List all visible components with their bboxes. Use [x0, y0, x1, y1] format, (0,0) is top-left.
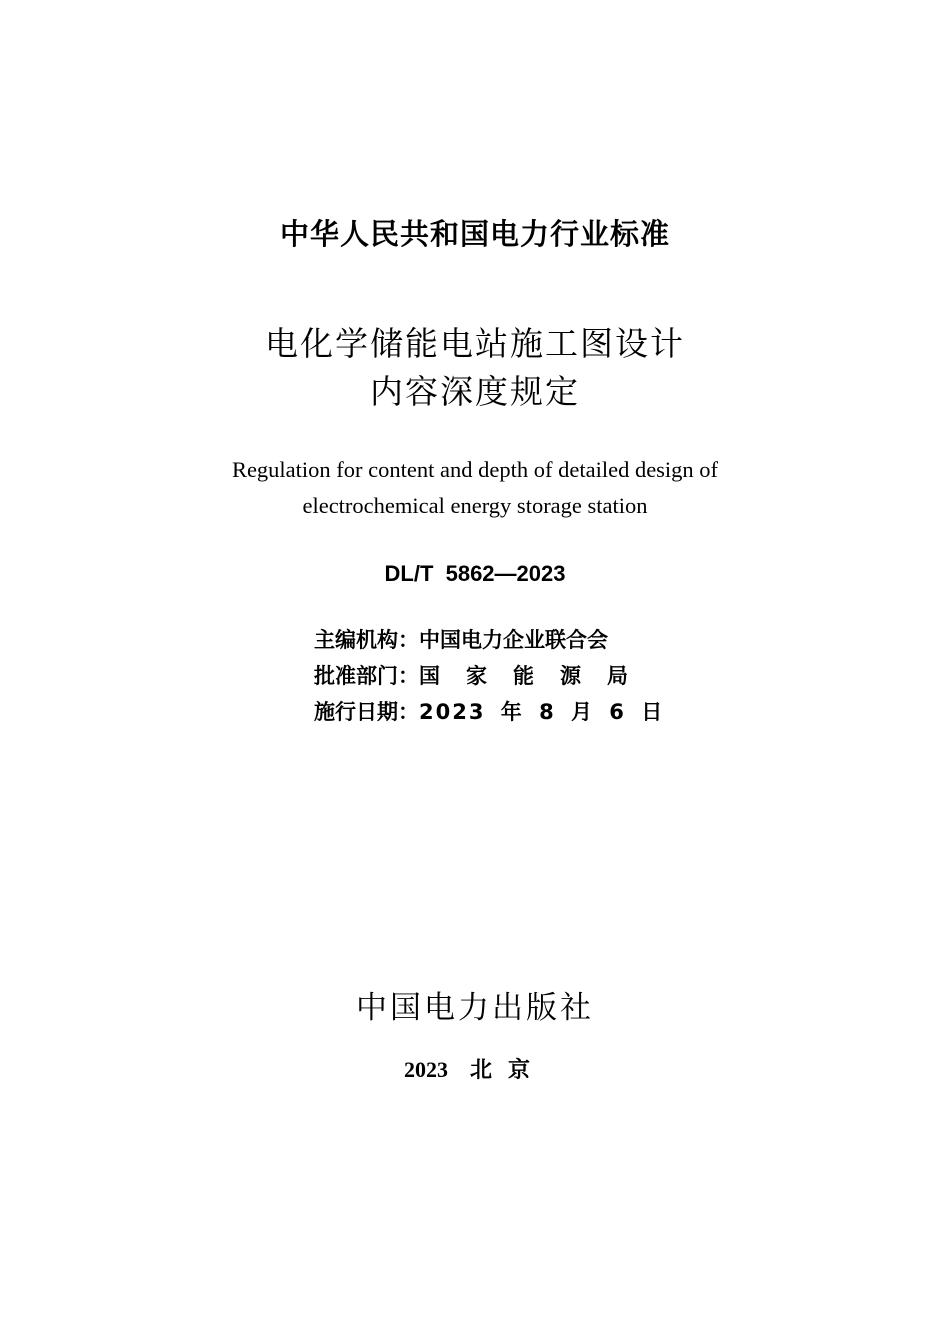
publication-city: 北京: [469, 1058, 546, 1083]
publisher-name: 中国电力出版社: [356, 990, 594, 1026]
title-cn-line-2: 内容深度规定: [370, 372, 580, 411]
standard-code: DL/T 5862—2023: [384, 561, 566, 586]
editor-label: 主编机构：: [314, 628, 419, 652]
standard-metadata: [314, 622, 664, 730]
publication-year: 2023: [403, 1057, 448, 1082]
approver-label: 批准部门：: [314, 664, 419, 688]
title-en-line-1: Regulation for content and depth of detailed design of: [231, 457, 719, 482]
editor-row: [314, 622, 664, 658]
industry-standard-heading: 中华人民共和国电力行业标准: [279, 217, 670, 251]
title-cn-line-1: 电化学储能电站施工图设计: [265, 324, 685, 363]
effective-date-value: 2023 年 8 月 6 日: [419, 700, 665, 724]
document-title-en: [0, 452, 950, 524]
title-en-line-2: electrochemical energy storage station: [302, 493, 648, 518]
editor-value: 中国电力企业联合会: [419, 628, 608, 652]
document-title-cn: [0, 320, 950, 416]
effective-date-label: 施行日期：: [314, 700, 419, 724]
approver-value: 国家能源局: [419, 664, 654, 688]
approver-row: [314, 658, 664, 694]
publication-year-city: [0, 1053, 950, 1084]
effective-date-row: [314, 694, 664, 730]
